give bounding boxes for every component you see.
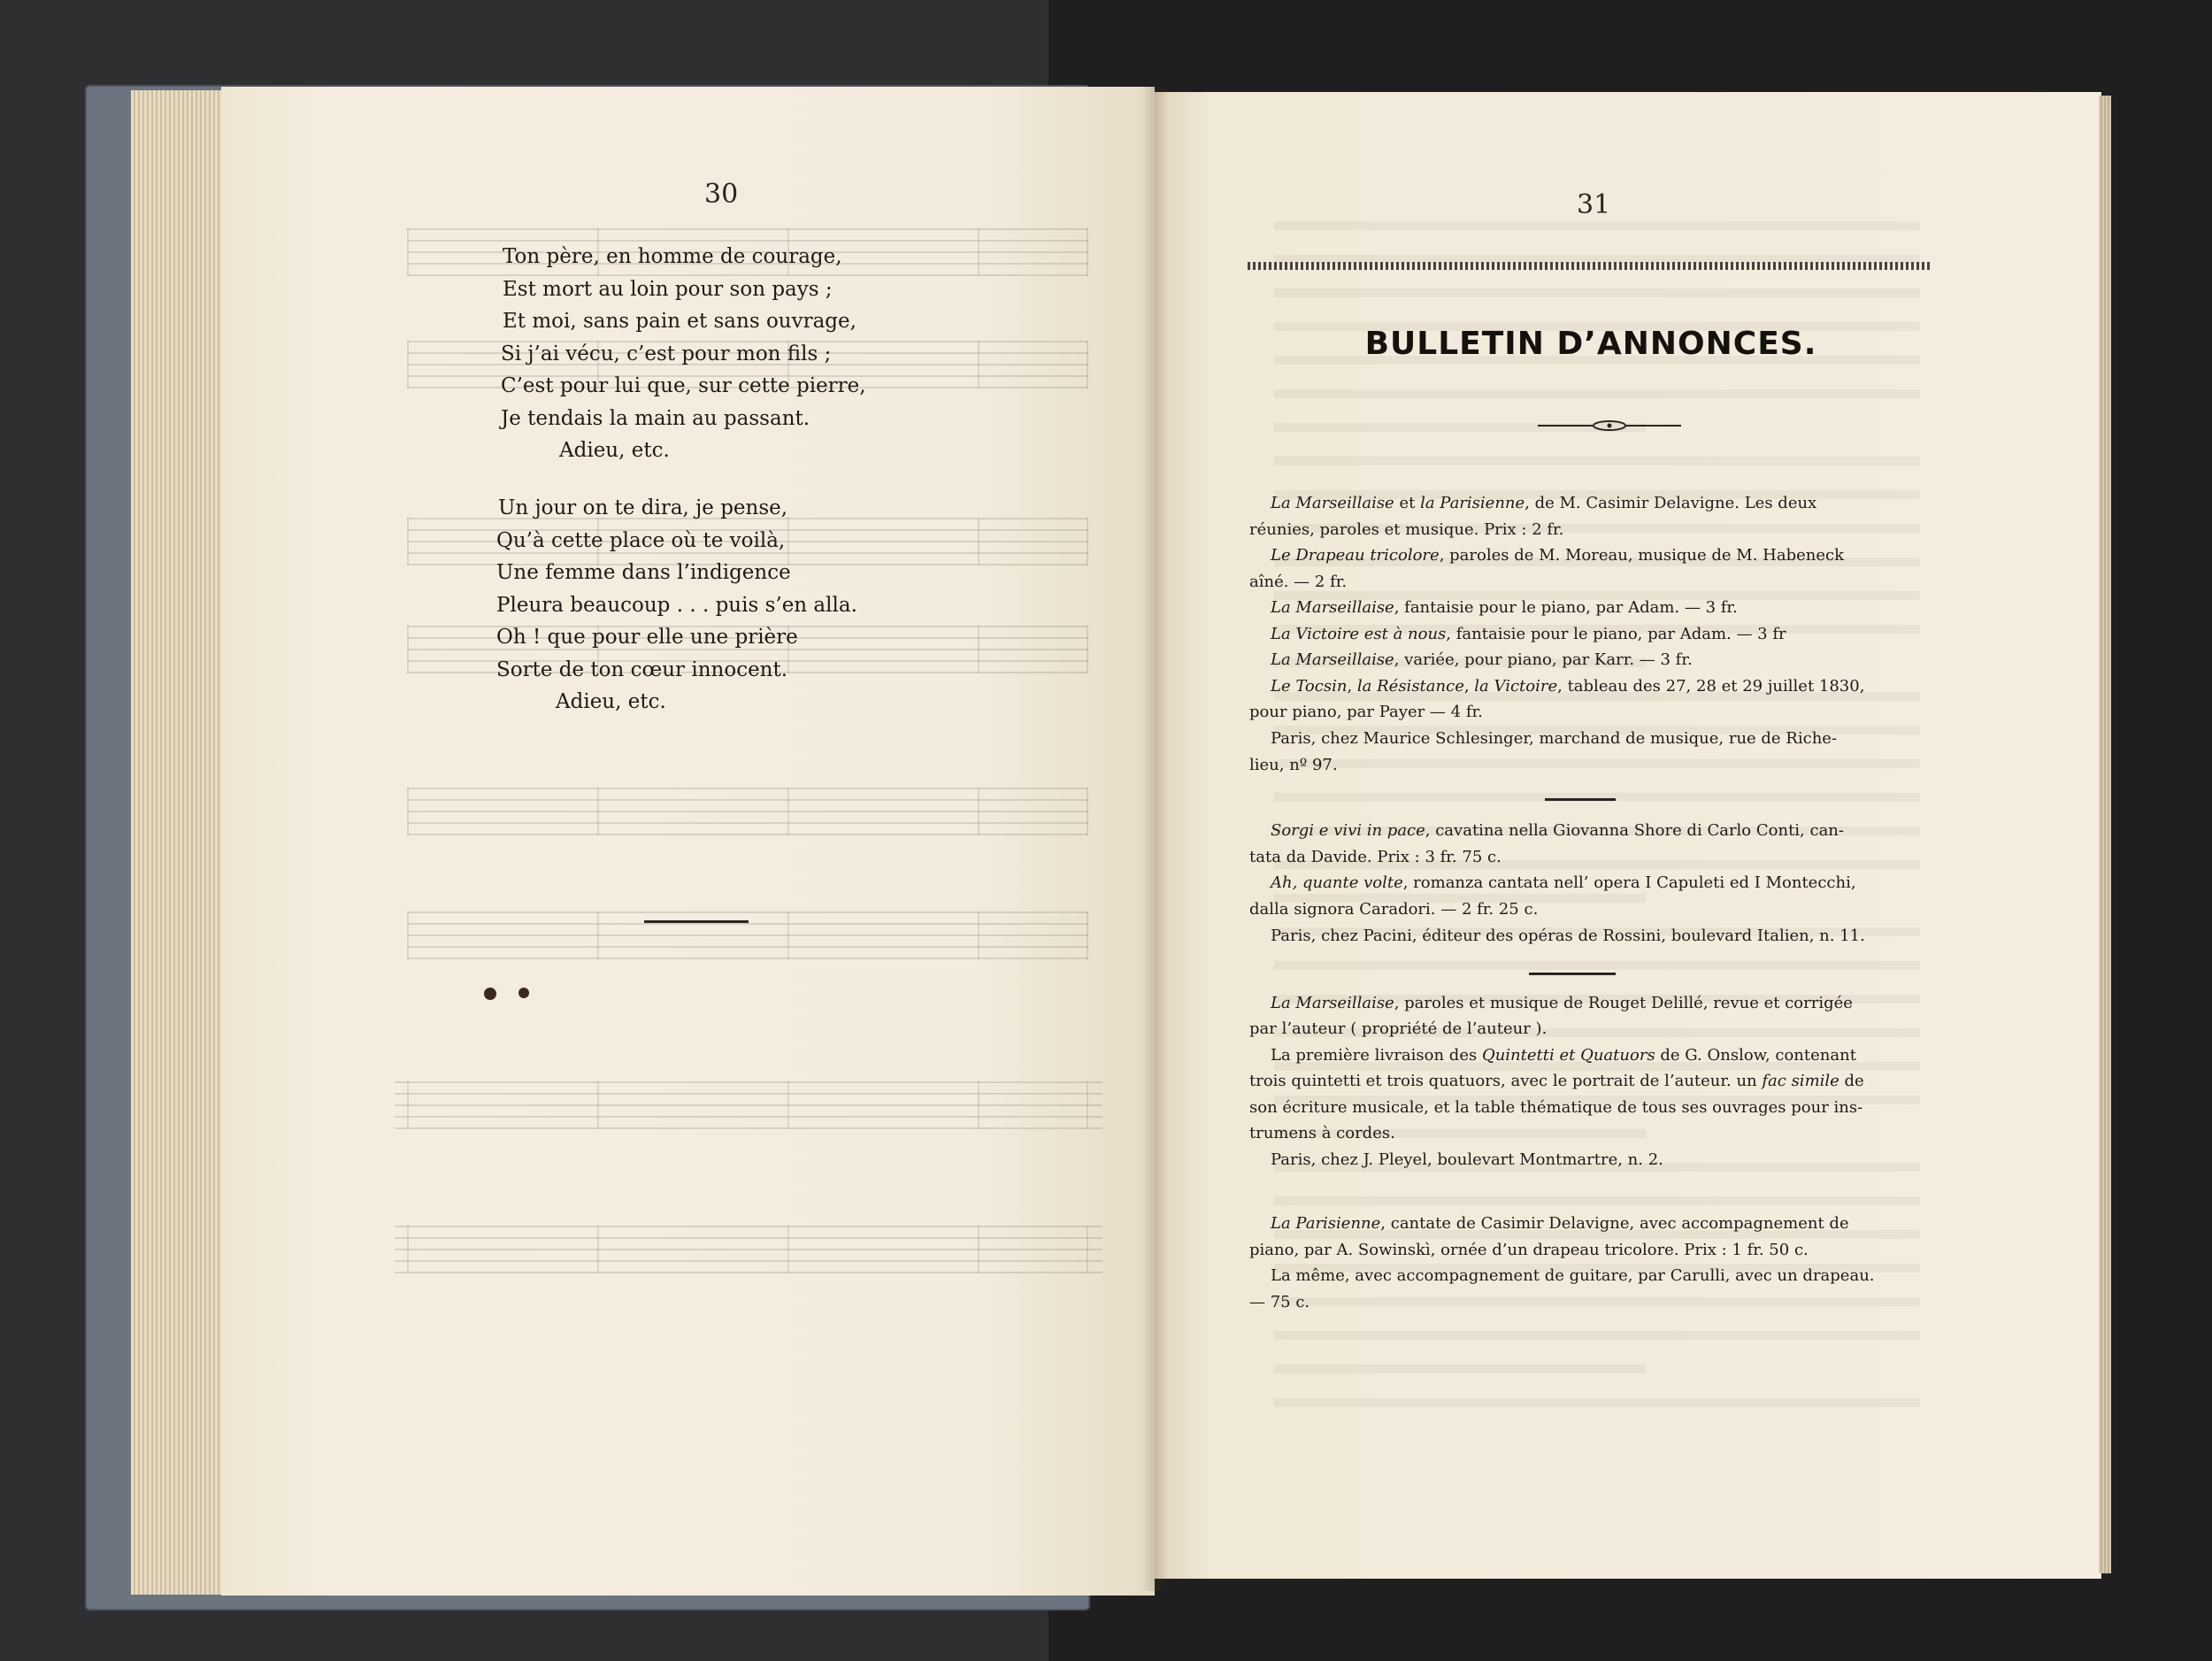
- announcement-separator: [1529, 973, 1616, 975]
- ghost-bar-line: [407, 341, 409, 388]
- ghost-bar-line: [1087, 1226, 1088, 1273]
- announcement-line: [1249, 848, 1502, 866]
- announcement-text: piano, par A. Sowinskì, ornée d’un drapeau tricolore. Prix : 1 fr. 50 c.: [1249, 1241, 1809, 1259]
- announcement-line: [1271, 650, 1693, 669]
- verse-line: Et moi, sans pain et sans ouvrage,: [503, 310, 856, 333]
- work-title: Sorgi e vivi in pace: [1271, 821, 1425, 840]
- ghost-bar-line: [978, 911, 979, 959]
- announcement-line: [1249, 1072, 1864, 1090]
- announcement-text: Paris, chez Maurice Schlesinger, marchand de musique, rue de Riche-: [1271, 729, 1838, 748]
- announcement-line: [1271, 1046, 1856, 1065]
- verse-line: Pleura beaucoup . . . puis s’en alla.: [496, 593, 857, 617]
- work-title: la Victoire: [1474, 677, 1558, 696]
- ghost-bar-line: [407, 626, 409, 673]
- announcement-text: de: [1839, 1072, 1864, 1090]
- ghost-staff-line: [407, 799, 1088, 801]
- ghost-text-line: [1274, 288, 1920, 297]
- work-title: La Marseillaise: [1271, 494, 1394, 512]
- ghost-bar-line: [978, 228, 979, 276]
- ghost-text-line: [1274, 221, 1920, 230]
- ghost-bar-line: [978, 341, 979, 388]
- announcement-text: , variée, pour piano, par Karr. — 3 fr.: [1394, 650, 1693, 669]
- ghost-bar-line: [597, 911, 599, 959]
- announcement-text: trumens à cordes.: [1249, 1124, 1395, 1142]
- work-title: Quintetti et Quatuors: [1481, 1046, 1655, 1065]
- announcement-separator: [1545, 798, 1616, 801]
- announcement-text: et: [1394, 494, 1421, 512]
- announcement-line: [1249, 1098, 1863, 1117]
- announcement-line: [1271, 1150, 1663, 1169]
- work-title: La Victoire est à nous: [1271, 625, 1447, 643]
- work-title: Le Tocsin: [1271, 677, 1348, 696]
- ghost-staff-line: [395, 1249, 1102, 1250]
- work-title: la Parisienne: [1420, 494, 1525, 512]
- ghost-bar-line: [1087, 228, 1088, 276]
- verse-line: Est mort au loin pour son pays ;: [503, 277, 833, 301]
- ghost-staff-line: [407, 649, 1088, 650]
- page-edges: [131, 90, 228, 1595]
- ghost-staff-line: [395, 1081, 1102, 1083]
- announcement-line: [1271, 927, 1865, 945]
- work-title: Ah, quante volte: [1271, 873, 1403, 892]
- announcement-line: [1271, 873, 1856, 892]
- announcement-text: ,: [1463, 677, 1475, 696]
- announcement-line: [1271, 729, 1837, 748]
- announcement-line: [1271, 677, 1864, 696]
- announcement-text: La même, avec accompagnement de guitare, par Carulli, avec un drapeau.: [1271, 1266, 1875, 1285]
- work-title: La Marseillaise: [1271, 598, 1394, 617]
- ghost-bar-line: [787, 911, 789, 959]
- page-number-left: 30: [704, 179, 739, 210]
- announcement-line: [1249, 1293, 1310, 1311]
- announcement-text: lieu, nº 97.: [1249, 756, 1338, 774]
- announcement-text: réunies, paroles et musique. Prix : 2 fr.: [1249, 520, 1564, 539]
- ghost-bar-line: [407, 1226, 409, 1273]
- announcement-text: , cavatina nella Giovanna Shore di Carlo Conti, can-: [1425, 821, 1844, 840]
- ghost-staff-line: [395, 1104, 1102, 1106]
- announcement-text: , cantate de Casimir Delavigne, avec accompagnement de: [1380, 1214, 1849, 1233]
- ghost-text-line: [1274, 1365, 1646, 1373]
- announcement-text: par l’auteur ( propriété de l’auteur ).: [1249, 1019, 1548, 1038]
- announcement-line: [1271, 546, 1844, 565]
- announcement-line: [1271, 994, 1853, 1012]
- verse-line: Adieu, etc.: [556, 690, 666, 713]
- announcement-text: — 75 c.: [1249, 1293, 1310, 1311]
- work-title: La Parisienne: [1271, 1214, 1381, 1233]
- ghost-bar-line: [407, 1081, 409, 1129]
- announcement-text: , romanza cantata nell’ opera I Capuleti ed I Montecchi,: [1402, 873, 1856, 892]
- ghost-bar-line: [597, 788, 599, 835]
- announcement-text: , paroles et musique de Rouget Delillé, revue et corrigée: [1394, 994, 1853, 1012]
- announcement-text: pour piano, par Payer — 4 fr.: [1249, 703, 1483, 721]
- ghost-staff-line: [395, 1237, 1102, 1239]
- verse-line: Sorte de ton cœur innocent.: [496, 657, 788, 681]
- verse-line: Un jour on te dira, je pense,: [498, 496, 788, 519]
- ghost-staff-line: [407, 934, 1088, 936]
- announcement-text: , de M. Casimir Delavigne. Les deux: [1525, 494, 1817, 512]
- announcement-text: tata da Davide. Prix : 3 fr. 75 c.: [1249, 848, 1502, 866]
- announcement-line: [1249, 703, 1483, 721]
- ghost-bar-line: [1087, 518, 1088, 565]
- ghost-text-line: [1274, 457, 1920, 465]
- ghost-text-line: [1274, 1331, 1920, 1340]
- ghost-bar-line: [978, 518, 979, 565]
- ghost-text-line: [1274, 961, 1920, 970]
- ghost-bar-line: [407, 518, 409, 565]
- announcement-line: [1249, 900, 1538, 919]
- announcement-line: [1271, 821, 1844, 840]
- announcement-text: trois quintetti et trois quatuors, avec le portrait de l’auteur. un: [1249, 1072, 1763, 1090]
- ghost-staff-line: [395, 1272, 1102, 1273]
- ghost-text-line: [1274, 1398, 1920, 1407]
- verse-line: Qu’à cette place où te voilà,: [496, 528, 786, 552]
- ghost-bar-line: [407, 911, 409, 959]
- announcement-line: [1271, 1214, 1849, 1233]
- ghost-text-line: [1274, 1196, 1920, 1205]
- ghost-bar-line: [787, 518, 789, 565]
- ghost-staff-line: [395, 1093, 1102, 1095]
- ghost-staff-line: [395, 1127, 1102, 1129]
- work-title: La Marseillaise: [1271, 994, 1394, 1012]
- ghost-bar-line: [787, 1226, 789, 1273]
- work-title: La Marseillaise: [1271, 650, 1394, 669]
- ghost-bar-line: [597, 1226, 599, 1273]
- announcement-line: [1249, 520, 1563, 539]
- announcement-text: dalla signora Caradori. — 2 fr. 25 c.: [1249, 900, 1539, 919]
- announcement-text: , tableau des 27, 28 et 29 juillet 1830,: [1557, 677, 1865, 696]
- announcement-text: son écriture musicale, et la table thématique de tous ses ouvrages pour ins-: [1249, 1098, 1863, 1117]
- announcement-text: , paroles de M. Moreau, musique de M. Habeneck: [1439, 546, 1845, 565]
- page-title: BULLETIN D’ANNONCES.: [1364, 326, 1817, 362]
- announcement-line: [1249, 573, 1347, 591]
- ghost-staff-line: [407, 274, 1088, 276]
- ghost-bar-line: [978, 1226, 979, 1273]
- ghost-bar-line: [978, 788, 979, 835]
- announcement-line: [1249, 1019, 1547, 1038]
- verse-line: Si j’ai vécu, c’est pour mon fils ;: [501, 342, 832, 365]
- ghost-bar-line: [978, 626, 979, 673]
- gutter-shadow: [1141, 87, 1168, 1591]
- work-title: la Résistance: [1356, 677, 1464, 696]
- announcement-line: [1271, 625, 1786, 643]
- section-rule: [644, 920, 749, 923]
- verse-line: Ton père, en homme de courage,: [503, 245, 842, 268]
- ghost-staff-line: [407, 811, 1088, 812]
- announcement-line: [1271, 494, 1816, 512]
- ghost-staff-line: [407, 957, 1088, 959]
- ghost-bar-line: [787, 1081, 789, 1129]
- ghost-bar-line: [1087, 626, 1088, 673]
- work-title: fac simile: [1762, 1072, 1839, 1090]
- ghost-bar-line: [407, 788, 409, 835]
- ghost-bar-line: [407, 228, 409, 276]
- announcement-text: Paris, chez Pacini, éditeur des opéras de Rossini, boulevard Italien, n. 11.: [1271, 927, 1865, 945]
- ghost-staff-line: [407, 552, 1088, 554]
- announcement-text: aîné. — 2 fr.: [1249, 573, 1348, 591]
- ornamental-border: [1248, 262, 1931, 270]
- verse-line: Oh ! que pour elle une prière: [496, 626, 798, 649]
- announcement-line: [1249, 1124, 1395, 1142]
- ghost-bar-line: [1087, 911, 1088, 959]
- announcement-text: ,: [1347, 677, 1357, 696]
- ghost-bar-line: [787, 788, 789, 835]
- ghost-staff-line: [395, 1116, 1102, 1118]
- announcement-text: Paris, chez J. Pleyel, boulevart Montmartre, n. 2.: [1271, 1150, 1663, 1169]
- ghost-staff-line: [407, 788, 1088, 789]
- ghost-text-line: [1274, 759, 1920, 768]
- ghost-staff-line: [407, 911, 1088, 913]
- ghost-staff-line: [395, 1226, 1102, 1227]
- page-number-right: 31: [1577, 189, 1611, 220]
- announcement-text: de G. Onslow, contenant: [1655, 1046, 1856, 1065]
- ghost-bar-line: [1087, 341, 1088, 388]
- work-title: Le Drapeau tricolore: [1271, 546, 1440, 565]
- verse-line: C’est pour lui que, sur cette pierre,: [501, 374, 866, 397]
- announcement-text: , fantaisie pour le piano, par Adam. — 3 fr: [1446, 625, 1786, 643]
- announcement-line: [1271, 1266, 1875, 1285]
- right-page-edges: [2099, 96, 2111, 1573]
- ghost-bar-line: [597, 1081, 599, 1129]
- ghost-staff-line: [407, 923, 1088, 925]
- ghost-staff-line: [407, 822, 1088, 824]
- announcement-line: [1249, 1241, 1809, 1259]
- announcement-line: [1249, 756, 1338, 774]
- announcement-line: [1271, 598, 1738, 617]
- verse-line: Je tendais la main au passant.: [501, 406, 810, 430]
- ghost-text-line: [1274, 389, 1920, 398]
- fleuron-ornament: [1538, 419, 1681, 432]
- ghost-bar-line: [1087, 788, 1088, 835]
- verse-line: Adieu, etc.: [559, 439, 670, 462]
- announcement-text: La première livraison des: [1271, 1046, 1482, 1065]
- ghost-text-line: [1274, 1297, 1920, 1306]
- ghost-bar-line: [978, 1081, 979, 1129]
- ghost-staff-line: [407, 228, 1088, 230]
- announcement-text: , fantaisie pour le piano, par Adam. — 3 fr.: [1394, 598, 1738, 617]
- ghost-staff-line: [407, 240, 1088, 242]
- ghost-staff-line: [407, 834, 1088, 835]
- ghost-bar-line: [1087, 1081, 1088, 1129]
- ghost-staff-line: [395, 1260, 1102, 1262]
- ink-spot: [518, 988, 529, 998]
- verse-line: Une femme dans l’indigence: [496, 561, 791, 584]
- ghost-staff-line: [407, 946, 1088, 948]
- ink-spot: [484, 988, 496, 1000]
